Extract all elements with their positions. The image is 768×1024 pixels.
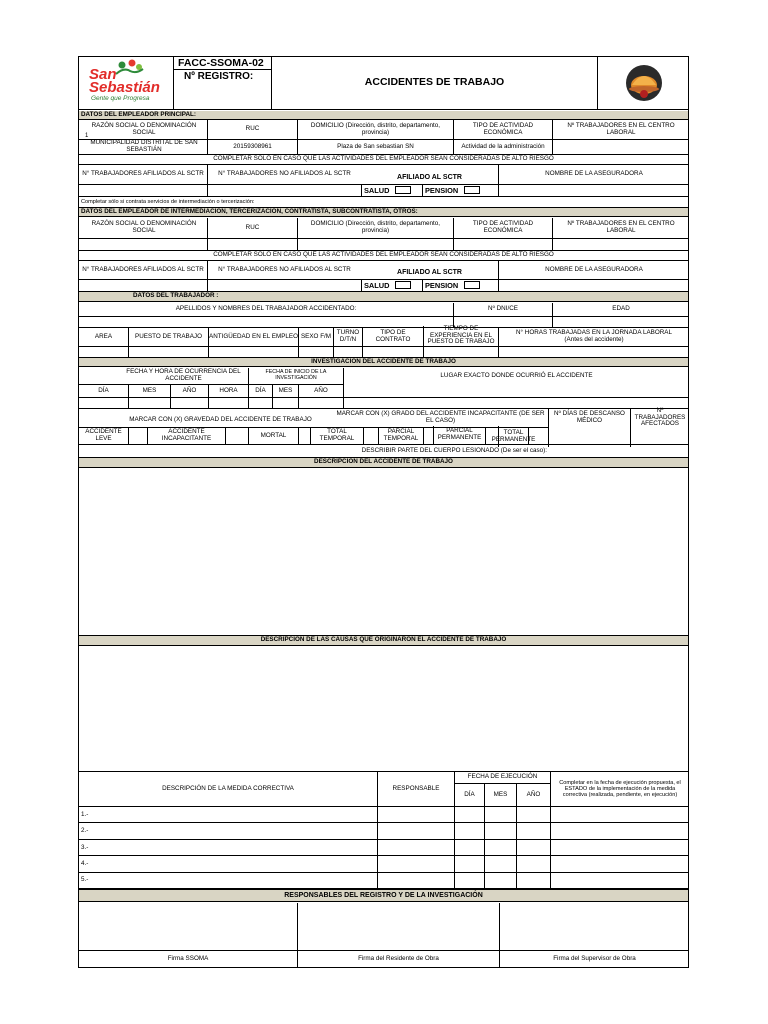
- header-razon-social: RAZÓN SOCIAL O DENOMINACIÓN SOCIAL: [91, 121, 197, 136]
- firma-box-residente[interactable]: [297, 903, 499, 950]
- inter-value-trabajadores[interactable]: [552, 238, 689, 250]
- logo-line-2: Sebastián: [89, 79, 160, 96]
- inter-header-trabajadores: Nº TRABAJADORES EN EL CENTRO LABORAL: [552, 218, 689, 238]
- form-code-cell: [174, 56, 272, 110]
- row-divider: [484, 840, 485, 856]
- header-trabajadores: Nº TRABAJADORES EN EL CENTRO LABORAL: [552, 120, 689, 139]
- inter-salud-box[interactable]: [395, 281, 411, 289]
- row-divider: [377, 823, 378, 839]
- inter-header-afiliado-sctr: AFILIADO AL SCTR: [397, 269, 462, 277]
- header-fecha-inicio: FECHA DE INICIO DE LA INVESTIGACIÓN: [248, 368, 343, 384]
- inter-header-actividad: TIPO DE ACTIVIDAD ECONÓMICA: [453, 218, 552, 238]
- row-divider: [377, 873, 378, 889]
- company-logo: [78, 56, 174, 110]
- row-divider: [550, 873, 551, 889]
- header-block: [78, 56, 689, 110]
- row-divider: [516, 823, 517, 839]
- header-medida: DESCRIPCIÓN DE LA MEDIDA CORRECTIVA: [162, 784, 294, 792]
- logo-tagline: Gente que Progresa: [91, 95, 150, 102]
- ejec-ano: AÑO: [516, 784, 550, 806]
- row-divider: [550, 807, 551, 823]
- option-tp-box[interactable]: [528, 428, 548, 444]
- row-divider: [516, 807, 517, 823]
- section-responsables: RESPONSABLES DEL REGISTRO Y DE LA INVESTIGACIÓN: [79, 889, 688, 902]
- header-estado: Completar en la fecha de ejecución propuesta, el ESTADO de la implementación de la medida correctiva (realizada, pendiente, en ejecución): [550, 772, 689, 806]
- row-label: 4.-: [81, 859, 89, 867]
- row-divider: [516, 840, 517, 856]
- option-leve[interactable]: ACCIDENTE LEVE: [85, 428, 122, 442]
- inter-value-domicilio[interactable]: [297, 238, 453, 250]
- header-edad: EDAD: [552, 303, 689, 316]
- inter-pension-box[interactable]: [464, 281, 480, 289]
- header-ruc: RUC: [207, 120, 297, 139]
- firma-supervisor: Firma del Supervisor de Obra: [499, 951, 689, 967]
- descripcion-textarea[interactable]: [79, 469, 688, 635]
- header-gravedad: MARCAR CON (X) GRAVEDAD DEL ACCIDENTE DE TRABAJO: [129, 415, 312, 423]
- header-horas: N° HORAS TRABAJADAS EN LA JORNADA LABORAL (Antes del accidente): [498, 328, 689, 346]
- form-code: FACC-SSOMA-02: [178, 57, 264, 69]
- option-incapacitante-box[interactable]: [225, 428, 248, 444]
- inter-header-domicilio: DOMICILIO (Dirección, distrito, departamento, provincia): [297, 218, 453, 238]
- header-fecha-ejecucion: FECHA DE EJECUCIÓN: [454, 772, 550, 784]
- option-mortal-box[interactable]: [298, 428, 310, 444]
- firma-residente: Firma del Residente de Obra: [297, 951, 499, 967]
- header-sexo: SEXO F/M: [298, 328, 333, 346]
- inter-checkbox-pension[interactable]: PENSION: [422, 279, 498, 291]
- row-label: 3.-: [81, 843, 89, 851]
- safety-helmet-logo: [598, 56, 689, 110]
- header-afiliado-sctr: AFILIADO AL SCTR: [397, 173, 462, 181]
- page-title: ACCIDENTES DE TRABAJO: [272, 56, 598, 110]
- causas-textarea[interactable]: [79, 647, 688, 771]
- row-divider: [484, 823, 485, 839]
- table-row[interactable]: [78, 823, 689, 839]
- option-leve-box[interactable]: [128, 428, 147, 444]
- row-divider: [550, 856, 551, 872]
- parte-cuerpo-label: DESCRIBIR PARTE DEL CUERPO LESIONADO (De ser el caso):: [361, 447, 547, 455]
- firma-box-ssoma[interactable]: [79, 903, 297, 950]
- header-responsable: RESPONSABLE: [377, 772, 454, 806]
- ejec-dia: DÍA: [454, 784, 484, 806]
- option-total-temporal[interactable]: TOTAL TEMPORAL: [310, 428, 363, 444]
- salud-box[interactable]: [395, 186, 411, 194]
- inicio-mes: MES: [272, 385, 298, 397]
- section-intermediacion: DATOS DEL EMPLEADOR DE INTERMEDIACIÓN, TERCERIZACIÓN, CONTRATISTA, SUBCONTRATISTA, OTROS:: [79, 207, 688, 217]
- row-label: 1.-: [81, 810, 89, 818]
- logo-line-1: San: [89, 66, 117, 83]
- header-area: AREA: [94, 332, 113, 340]
- header-dni: Nº DNI/CE: [453, 303, 552, 316]
- inter-value-ruc[interactable]: [207, 238, 297, 250]
- row-divider: [454, 807, 455, 823]
- row-number: 1: [85, 133, 89, 139]
- pension-box[interactable]: [464, 186, 480, 194]
- row-divider: [377, 807, 378, 823]
- row-divider: [550, 823, 551, 839]
- inicio-ano: AÑO: [298, 385, 343, 397]
- table-row[interactable]: [78, 873, 689, 889]
- row-divider: [484, 807, 485, 823]
- header-turno: TURNO D/T/N: [333, 328, 362, 346]
- inter-alto-riesgo-note: COMPLETAR SÓLO EN CASO QUE LAS ACTIVIDADES DEL EMPLEADOR SEAN CONSIDERADAS DE ALTO RIESGO: [79, 251, 688, 261]
- option-tt-box[interactable]: [363, 428, 378, 444]
- firma-ssoma: Firma SSOMA: [167, 954, 209, 962]
- option-incapacitante[interactable]: ACCIDENTE INCAPACITANTE: [147, 428, 225, 444]
- inter-header-ruc: RUC: [207, 218, 297, 238]
- inter-header-afiliados: N° TRABAJADORES AFILIADOS AL SCTR: [82, 265, 204, 273]
- intermediacion-note: Completar sólo si contrata servicios de intermediación o tercerización:: [81, 198, 255, 205]
- section-employer-principal: DATOS DEL EMPLEADOR PRINCIPAL:: [79, 111, 688, 120]
- header-grado: MARCAR CON (X) GRADO DEL ACCIDENTE INCAPACITANTE (DE SER EL CASO): [336, 409, 545, 424]
- header-no-afiliados: N° TRABAJADORES NO AFILIADOS AL SCTR: [207, 165, 361, 184]
- logo-figure-icon: [114, 59, 144, 75]
- value-actividad[interactable]: Actividad de la administración: [453, 139, 552, 155]
- inicio-dia: DÍA: [248, 385, 272, 397]
- header-fecha-hora: FECHA Y HORA DE OCURRENCIA DEL ACCIDENTE: [126, 368, 241, 382]
- accident-hora: HORA: [208, 385, 248, 397]
- firma-box-supervisor[interactable]: [499, 903, 689, 950]
- checkbox-pension[interactable]: PENSION: [422, 184, 498, 196]
- header-antiguedad: ANTIGÜEDAD EN EL EMPLEO: [208, 328, 298, 346]
- row-divider: [550, 840, 551, 856]
- table-row[interactable]: [78, 856, 689, 872]
- option-mortal[interactable]: MORTAL: [248, 428, 298, 444]
- inter-checkbox-salud[interactable]: SALUD: [361, 279, 422, 291]
- value-ruc[interactable]: 20159308961: [207, 139, 297, 155]
- section-trabajador: DATOS DEL TRABAJADOR :: [79, 292, 688, 302]
- row-divider: [484, 856, 485, 872]
- inter-header-razon: RAZÓN SOCIAL O DENOMINACIÓN SOCIAL: [91, 220, 197, 234]
- header-actividad: TIPO DE ACTIVIDAD ECONÓMICA: [453, 120, 552, 139]
- header-dias-descanso: Nº DÍAS DE DESCANSO MÉDICO: [548, 409, 630, 427]
- inter-value-actividad[interactable]: [453, 238, 552, 250]
- header-contrato: TIPO DE CONTRATO: [362, 328, 423, 346]
- row-label: 2.-: [81, 827, 89, 835]
- row-divider: [454, 873, 455, 889]
- table-row[interactable]: [78, 840, 689, 856]
- helmet-icon: [624, 63, 664, 103]
- header-afiliados: N° TRABAJADORES AFILIADOS AL SCTR: [82, 170, 204, 178]
- table-row[interactable]: [78, 807, 689, 823]
- inter-value-razon[interactable]: [81, 238, 207, 250]
- value-trabajadores[interactable]: [552, 139, 689, 155]
- option-total-permanente[interactable]: TOTAL PERMANENTE: [498, 426, 528, 447]
- section-causas: DESCRIPCIÓN DE LAS CAUSAS QUE ORIGINARON EL ACCIDENTE DE TRABAJO: [79, 636, 688, 646]
- accident-dia: DÍA: [98, 386, 109, 394]
- header-experiencia: TIEMPO DE EXPERIENCIA EN EL PUESTO DE TRABAJO: [423, 326, 498, 346]
- value-razon-social[interactable]: MUNICIPALIDAD DISTRITAL DE SAN SEBASTIÁN: [90, 139, 198, 153]
- row-divider: [484, 873, 485, 889]
- header-aseguradora: NOMBRE DE LA ASEGURADORA: [498, 165, 689, 184]
- section-descripcion: DESCRIPCIÓN DEL ACCIDENTE DE TRABAJO: [79, 458, 688, 468]
- header-domicilio: DOMICILIO (Dirección, distrito, departamento, provincia): [297, 120, 453, 139]
- inter-header-no-afiliados: N° TRABAJADORES NO AFILIADOS AL SCTR: [207, 261, 361, 279]
- alto-riesgo-note: COMPLETAR SÓLO EN CASO QUE LAS ACTIVIDADES DEL EMPLEADOR SEAN CONSIDERADAS DE ALTO RIESGO: [79, 155, 688, 165]
- row-divider: [516, 873, 517, 889]
- header-puesto: PUESTO DE TRABAJO: [128, 328, 208, 346]
- row-divider: [454, 856, 455, 872]
- accident-ano: AÑO: [170, 385, 208, 397]
- row-divider: [377, 840, 378, 856]
- row-divider: [454, 823, 455, 839]
- header-lugar: LUGAR EXACTO DONDE OCURRIÓ EL ACCIDENTE: [343, 368, 689, 384]
- option-parcial-temporal[interactable]: PARCIAL TEMPORAL: [378, 428, 423, 444]
- checkbox-salud[interactable]: SALUD: [361, 184, 422, 196]
- section-investigacion: INVESTIGACIÓN DEL ACCIDENTE DE TRABAJO: [79, 358, 688, 367]
- ejec-mes: MES: [484, 784, 516, 806]
- header-nombres-trabajador: APELLIDOS Y NOMBRES DEL TRABAJADOR ACCIDENTADO:: [175, 305, 357, 313]
- value-domicilio[interactable]: Plaza de San sebastian SN: [297, 139, 453, 155]
- header-afectados: Nº TRABAJADORES AFECTADOS: [630, 409, 689, 427]
- row-divider: [377, 856, 378, 872]
- row-divider: [516, 856, 517, 872]
- accident-mes: MES: [128, 385, 170, 397]
- registro-label: Nº REGISTRO:: [184, 71, 254, 82]
- row-label: 5.-: [81, 876, 89, 884]
- option-pt-box[interactable]: [423, 428, 433, 444]
- inter-header-aseguradora: NOMBRE DE LA ASEGURADORA: [498, 261, 689, 279]
- row-divider: [454, 840, 455, 856]
- option-parcial-permanente[interactable]: PARCIAL PERMANENTE: [433, 426, 485, 444]
